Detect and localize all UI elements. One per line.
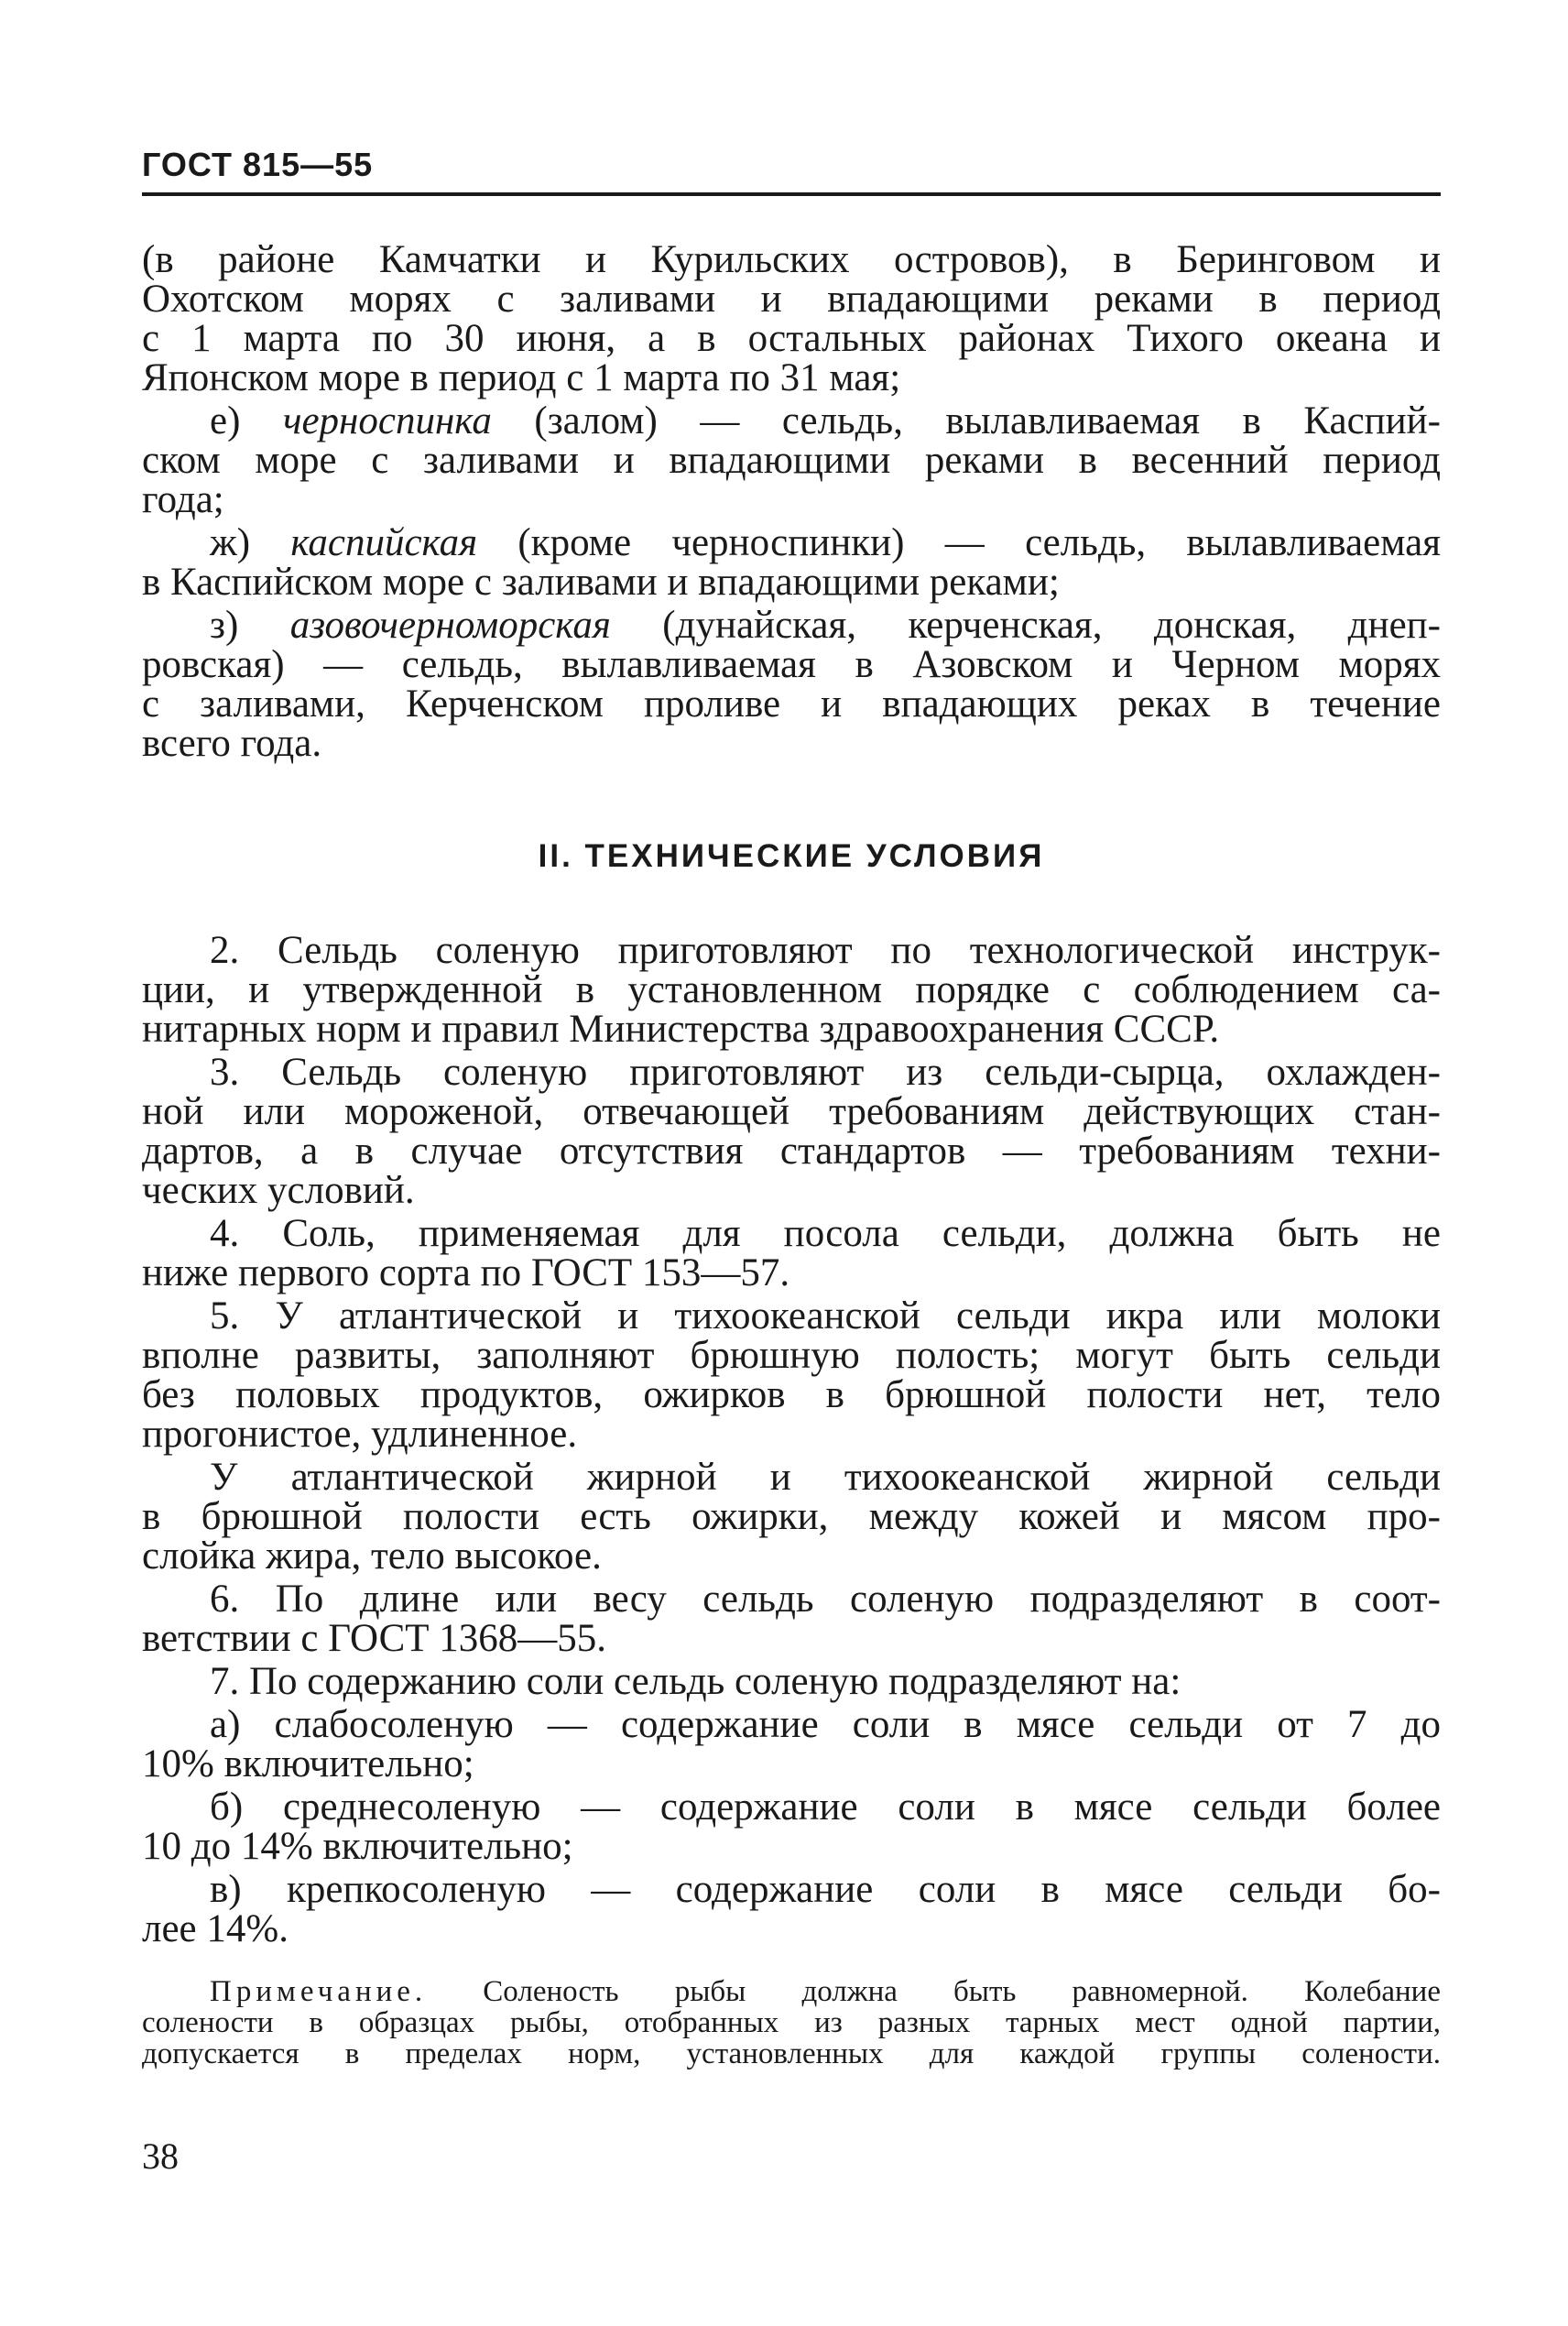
text-line: ниже первого сорта по ГОСТ 153—57. xyxy=(142,1251,790,1294)
text-line: допускается в пределах норм, установленных для каждой группы солености. xyxy=(142,2037,1441,2070)
text-line: 2. Сельдь соленую приготовляют по технологической инструк- xyxy=(210,929,1441,972)
text-line xyxy=(142,1976,1441,2007)
text-line: ной или мороженой, отвечающей требованиям действующих стан- xyxy=(142,1090,1441,1133)
clause-5-continuation xyxy=(142,1458,1441,1576)
text-line: года; xyxy=(142,478,224,521)
text-line: слойка жира, тело высокое. xyxy=(142,1534,602,1578)
text-line: 10% включительно; xyxy=(142,1742,474,1785)
text-line: ском море с заливами и впадающими реками в весенний период xyxy=(142,439,1441,482)
text-line: 10 до 14% включительно; xyxy=(142,1825,573,1868)
text-line: в брюшной полости есть ожирки, между кожей и мясом про- xyxy=(142,1495,1441,1538)
note-label: Примечание. xyxy=(210,1975,428,2008)
text-line: вполне развиты, заполняют брюшную полость; могут быть сельди xyxy=(142,1334,1441,1377)
text-line: а) слабосоленую — содержание соли в мясе сельди от 7 до xyxy=(210,1703,1441,1746)
clause-7c xyxy=(142,1870,1441,1949)
document-body xyxy=(142,240,1441,2069)
text-line: 4. Соль, применяемая для посола сельди, должна быть не xyxy=(210,1212,1441,1255)
herring-type-term: черноспинка xyxy=(282,399,492,442)
text-line: ветствии с ГОСТ 1368—55. xyxy=(142,1617,607,1660)
text-line xyxy=(142,401,1441,441)
text-line: с 1 марта по 30 июня, а в остальных районах Тихого океана и xyxy=(142,317,1441,360)
text-line: солености в образцах рыбы, отобранных из разных тарных мест одной партии, xyxy=(142,2006,1441,2039)
standard-code: ГОСТ 815—55 xyxy=(142,146,374,183)
item-z-paragraph xyxy=(142,606,1441,763)
text-line: У атлантической жирной и тихоокеанской жирной сельди xyxy=(210,1456,1441,1499)
text-line: Японском море в период с 1 марта по 31 мая; xyxy=(142,356,901,399)
text-fragment: Соленость рыбы должна быть равномерной. Колебание xyxy=(427,1975,1441,2008)
text-line: б) среднесоленую — содержание соли в мясе сельди более xyxy=(210,1785,1441,1829)
page-number: 38 xyxy=(142,2135,179,2177)
text-line: ции, и утвержденной в установленном порядке с соблюдением са- xyxy=(142,968,1441,1011)
document-page xyxy=(142,137,1441,2069)
text-line: в Каспийском море с заливами и впадающими реками; xyxy=(142,561,1060,604)
item-zh-paragraph xyxy=(142,523,1441,602)
text-line xyxy=(142,523,1441,562)
text-line: в) крепкосоленую — содержание соли в мясе сельди бо- xyxy=(210,1868,1441,1911)
text-line: без половых продуктов, ожирков в брюшной полости нет, тело xyxy=(142,1373,1441,1416)
item-marker: е) xyxy=(210,399,283,442)
intro-paragraph xyxy=(142,240,1441,398)
clause-4 xyxy=(142,1214,1441,1293)
text-fragment: (кроме черноспинки) — сельдь, вылавливаемая xyxy=(477,521,1441,564)
text-line: дартов, а в случае отсутствия стандартов — требованиям техни- xyxy=(142,1130,1441,1173)
section-title: II. ТЕХНИЧЕСКИЕ УСЛОВИЯ xyxy=(538,838,1045,874)
text-line: 7. По содержанию соли сельдь соленую подразделяют на: xyxy=(210,1660,1181,1703)
note-block xyxy=(142,1976,1441,2069)
text-line: Охотском морях с заливами и впадающими реками в период xyxy=(142,278,1441,321)
text-line: нитарных норм и правил Министерства здравоохранения СССР. xyxy=(142,1008,1220,1051)
herring-type-term: каспийская xyxy=(290,521,478,564)
item-e-paragraph xyxy=(142,401,1441,519)
clause-7b xyxy=(142,1787,1441,1866)
text-line: ческих условий. xyxy=(142,1169,415,1212)
text-line xyxy=(142,606,1441,645)
clause-3 xyxy=(142,1053,1441,1210)
text-line: (в районе Камчатки и Курильских островов), в Беринговом и xyxy=(142,238,1441,281)
text-line: лее 14%. xyxy=(142,1907,289,1950)
text-line: всего года. xyxy=(142,722,322,765)
text-fragment: (дунайская, керченская, донская, днеп- xyxy=(610,604,1441,647)
clause-7a xyxy=(142,1705,1441,1784)
clause-5 xyxy=(142,1296,1441,1454)
clause-2 xyxy=(142,931,1441,1049)
text-line: прогонистое, удлиненное. xyxy=(142,1413,578,1456)
clause-6 xyxy=(142,1579,1441,1658)
item-marker: з) xyxy=(210,604,290,647)
herring-type-term: азовочерноморская xyxy=(289,604,611,647)
text-line: ровская) — сельдь, вылавливаемая в Азовском и Черном морях xyxy=(142,643,1441,686)
text-fragment: (залом) — сельдь, вылавливаемая в Каспий- xyxy=(491,399,1442,442)
text-line: 6. По длине или весу сельдь соленую подразделяют в соот- xyxy=(210,1578,1441,1621)
clause-7 xyxy=(142,1662,1441,1701)
text-line: 3. Сельдь соленую приготовляют из сельди-сырца, охлажден- xyxy=(210,1051,1441,1094)
text-line: с заливами, Керченском проливе и впадающих реках в течение xyxy=(142,683,1441,726)
document-header xyxy=(142,137,1441,196)
text-line: 5. У атлантической и тихоокеанской сельди икра или молоки xyxy=(210,1294,1441,1338)
item-marker: ж) xyxy=(210,521,291,564)
